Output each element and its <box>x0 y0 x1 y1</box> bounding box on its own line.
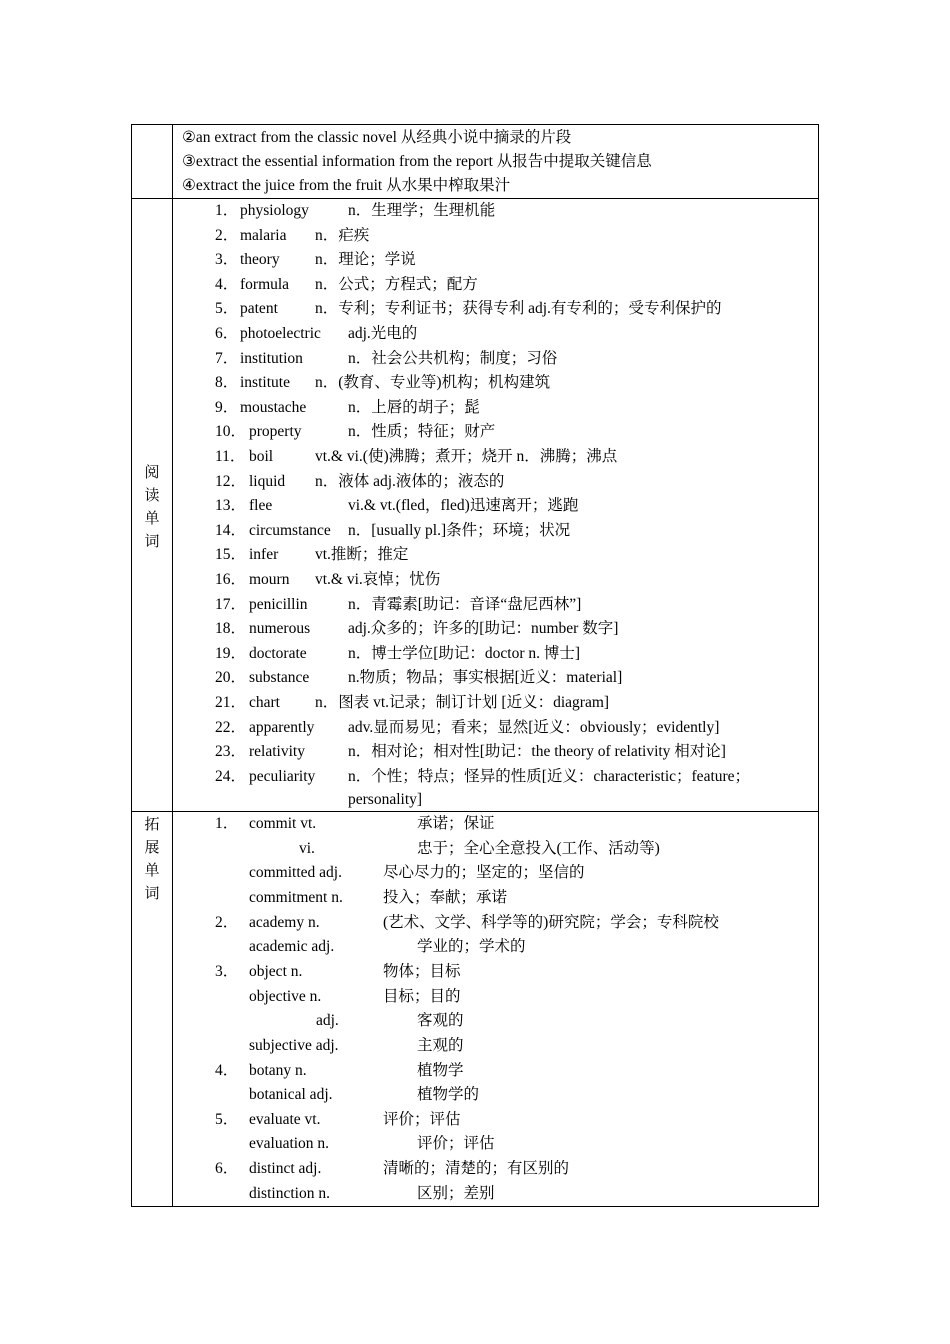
extension-word-line <box>173 1034 813 1058</box>
reading-word-entry <box>173 470 813 494</box>
entry-definition: n．相对论；相对性[助记：the theory of relativity 相对论] <box>348 743 726 761</box>
entry-word: numerous <box>249 620 311 638</box>
entry-word: malaria <box>240 226 287 244</box>
entry-number: 18． <box>215 620 247 638</box>
entry-number: 24． <box>215 767 247 785</box>
entry-definition: n．生理学；生理机能 <box>348 202 496 219</box>
extension-word-line <box>173 1059 813 1083</box>
entry-number: 4． <box>215 275 239 293</box>
entry-word: distinct adj. <box>249 1160 322 1178</box>
entry-number: 1． <box>215 202 239 219</box>
reading-word-entry <box>173 347 813 371</box>
entry-definition: vt.& vi.哀悼；忧伤 <box>315 571 441 588</box>
entry-number: 3． <box>215 251 239 269</box>
reading-word-entry <box>173 273 813 297</box>
reading-word-entry <box>173 297 813 321</box>
entry-word: adj. <box>316 1012 339 1030</box>
reading-word-entry <box>173 740 813 764</box>
entry-word: liquid <box>249 472 286 490</box>
example-line: ③extract the essential information from the report 从报告中提取关键信息 <box>182 153 652 170</box>
entry-definition: n．疟疾 <box>315 226 370 244</box>
reading-word-entry <box>173 322 813 346</box>
extension-word-line <box>173 1182 813 1206</box>
reading-word-entry <box>173 224 813 248</box>
extension-words-cell <box>173 812 819 1207</box>
entry-meaning: 承诺；保证 <box>417 815 495 832</box>
entry-word: commit vt. <box>249 815 317 832</box>
entry-definition: vi.& vt.(fled，fled)迅速离开；逃跑 <box>348 497 579 515</box>
entry-number: 9． <box>215 398 239 416</box>
entry-definition: n．理论；学说 <box>315 251 416 269</box>
entry-word: doctorate <box>249 644 307 662</box>
entry-word: object n. <box>249 962 303 980</box>
reading-words-row <box>132 199 819 812</box>
entry-definition: vt.& vi.(使)沸腾；煮开；烧开 n．沸腾；沸点 <box>315 448 618 465</box>
entry-number: 20． <box>215 669 247 687</box>
entry-definition: adj.众多的；许多的[助记：number 数字] <box>348 620 619 638</box>
entry-number: 23． <box>215 743 247 761</box>
entry-number: 2． <box>215 226 239 244</box>
entry-word: committed adj. <box>249 864 342 882</box>
extension-word-line <box>173 935 813 959</box>
entry-word: circumstance <box>249 521 331 539</box>
reading-section-cell <box>132 199 173 812</box>
entry-number: 8． <box>215 374 239 392</box>
reading-word-entry <box>173 593 813 617</box>
reading-word-entry <box>173 666 813 690</box>
reading-word-entry <box>173 248 813 272</box>
entry-word: botanical adj. <box>249 1086 333 1104</box>
entry-word: mourn <box>249 571 290 588</box>
reading-word-entry <box>173 396 813 420</box>
reading-word-entry <box>173 642 813 666</box>
entry-word: physiology <box>240 202 309 219</box>
entry-definition: n．图表 vt.记录；制订计划 [近义：diagram] <box>315 694 610 711</box>
entry-meaning: 主观的 <box>417 1036 464 1054</box>
entry-word: infer <box>249 546 279 564</box>
entry-word: institution <box>240 349 303 367</box>
entry-word: vi. <box>299 839 315 857</box>
entry-number: 2． <box>215 913 239 931</box>
entry-word: commitment n. <box>249 888 343 906</box>
reading-word-entry <box>173 617 813 641</box>
entry-definition: adj.光电的 <box>348 325 418 342</box>
entry-number: 1． <box>215 815 239 832</box>
reading-word-entry <box>173 445 813 469</box>
entry-word: property <box>249 423 302 441</box>
entry-number: 12． <box>215 472 247 490</box>
reading-word-entry <box>173 494 813 518</box>
reading-word-entry <box>173 691 813 715</box>
entry-meaning: 客观的 <box>417 1012 464 1030</box>
entry-meaning: 植物学 <box>417 1061 464 1079</box>
entry-word: relativity <box>249 743 305 761</box>
entry-number: 17． <box>215 595 247 613</box>
entry-word: academic adj. <box>249 938 335 956</box>
entry-definition: vt.推断；推定 <box>315 546 409 564</box>
entry-number: 6． <box>215 1160 239 1178</box>
extension-word-line <box>173 1108 813 1132</box>
entry-number: 21． <box>215 694 247 711</box>
entry-definition: n.物质；物品；事实根据[近义：material] <box>348 669 623 687</box>
extension-section-cell <box>132 812 173 1207</box>
reading-word-entry <box>173 716 813 740</box>
entry-meaning: 评价；评估 <box>383 1110 461 1128</box>
entry-number: 10． <box>215 423 247 441</box>
entry-definition: n．[usually pl.]条件；环境；状况 <box>348 521 571 539</box>
entry-word: evaluate vt. <box>249 1110 321 1128</box>
entry-word: peculiarity <box>249 767 316 785</box>
entry-meaning: 清晰的；清楚的；有区别的 <box>383 1160 570 1178</box>
entry-word: botany n. <box>249 1061 307 1079</box>
entry-word: subjective adj. <box>249 1036 339 1054</box>
entry-meaning: (艺术、文学、科学等的)研究院；学会；专科院校 <box>383 913 719 931</box>
entry-word: apparently <box>249 718 315 736</box>
entry-meaning: 评价；评估 <box>417 1135 495 1153</box>
entry-definition: n．博士学位[助记：doctor n. 博士] <box>348 644 581 662</box>
entry-word: flee <box>249 497 273 515</box>
entry-meaning: 物体；目标 <box>383 962 461 980</box>
entry-number: 5． <box>215 1110 239 1128</box>
entry-definition: n．专利；专利证书；获得专利 adj.有专利的；受专利保护的 <box>315 300 722 318</box>
section-label-reading: 阅 读 单 词 <box>144 463 160 550</box>
extension-word-line <box>173 911 813 935</box>
extension-word-line <box>173 1132 813 1156</box>
reading-word-entry <box>173 420 813 444</box>
examples-cell <box>173 125 819 199</box>
entry-definition: n．公式；方程式；配方 <box>315 275 478 293</box>
entry-number: 19． <box>215 644 247 662</box>
entry-meaning: 学业的；学术的 <box>417 938 526 956</box>
extension-word-line <box>173 861 813 885</box>
entry-word: penicillin <box>249 595 308 613</box>
extension-word-line <box>173 1157 813 1181</box>
reading-word-entry <box>173 519 813 543</box>
entry-number: 15． <box>215 546 247 564</box>
reading-word-entry <box>173 568 813 592</box>
extension-word-line <box>173 886 813 910</box>
entry-definition: n．社会公共机构；制度；习俗 <box>348 349 558 367</box>
example-line: ②an extract from the classic novel 从经典小说中摘录的片段 <box>182 129 572 146</box>
reading-words-cell <box>173 199 819 812</box>
entry-definition: n．个性；特点；怪异的性质[近义：characteristic；feature； <box>348 767 751 785</box>
reading-word-entry <box>173 199 813 223</box>
entry-number: 14． <box>215 521 247 539</box>
entry-word: theory <box>240 251 280 269</box>
reading-word-entry <box>173 371 813 395</box>
entry-number: 4． <box>215 1061 239 1079</box>
entry-definition: n．(教育、专业等)机构；机构建筑 <box>315 374 551 392</box>
example-line: ④extract the juice from the fruit 从水果中榨取果汁 <box>182 177 511 194</box>
entry-meaning: 区别；差别 <box>417 1184 495 1202</box>
entry-meaning: 植物学的 <box>417 1086 480 1104</box>
entry-word: formula <box>240 275 290 293</box>
extension-word-line <box>173 1009 813 1033</box>
entry-number: 11． <box>215 448 246 465</box>
entry-meaning: 尽心尽力的；坚定的；坚信的 <box>383 864 585 882</box>
vocabulary-table <box>131 124 819 1207</box>
extension-word-line <box>173 812 813 836</box>
entry-word: patent <box>240 300 278 318</box>
entry-word: substance <box>249 669 310 687</box>
entry-number: 7． <box>215 349 239 367</box>
entry-number: 16． <box>215 571 247 588</box>
extension-word-line <box>173 1083 813 1107</box>
extension-word-line <box>173 837 813 861</box>
extension-word-line <box>173 960 813 984</box>
entry-definition: n．上唇的胡子；髭 <box>348 398 480 416</box>
entry-meaning: 忠于；全心全意投入(工作、活动等) <box>417 839 660 857</box>
reading-word-entry <box>173 543 813 567</box>
entry-definition: n．青霉素[助记：音译“盘尼西林”] <box>348 595 582 613</box>
entry-word: distinction n. <box>249 1184 330 1202</box>
entry-number: 22． <box>215 718 247 736</box>
entry-word: objective n. <box>249 987 322 1005</box>
examples-section-cell <box>132 125 173 199</box>
section-label-extension: 拓 展 单 词 <box>144 815 160 902</box>
reading-word-entry <box>173 765 813 789</box>
entry-number: 13． <box>215 497 247 515</box>
extension-word-line <box>173 985 813 1009</box>
entry-word: institute <box>240 374 290 392</box>
entry-number: 3． <box>215 962 239 980</box>
entry-number: 6． <box>215 325 239 342</box>
entry-definition: n．性质；特征；财产 <box>348 423 496 441</box>
examples-row <box>132 125 819 199</box>
extension-words-row <box>132 812 819 1207</box>
entry-word: evaluation n. <box>249 1135 330 1153</box>
entry-meaning: 目标；目的 <box>383 987 461 1005</box>
entry-definition: n．液体 adj.液体的；液态的 <box>315 472 505 490</box>
entry-word: academy n. <box>249 913 320 931</box>
entry-word: chart <box>249 694 280 711</box>
entry-word: boil <box>249 448 274 465</box>
entry-word: moustache <box>240 398 307 416</box>
entry-number: 5． <box>215 300 239 318</box>
entry-definition-continued: personality] <box>348 791 423 809</box>
entry-word: photoelectric <box>240 325 321 342</box>
entry-meaning: 投入；奉献；承诺 <box>383 888 508 906</box>
entry-definition: adv.显而易见；看来；显然[近义：obviously；evidently] <box>348 718 720 736</box>
